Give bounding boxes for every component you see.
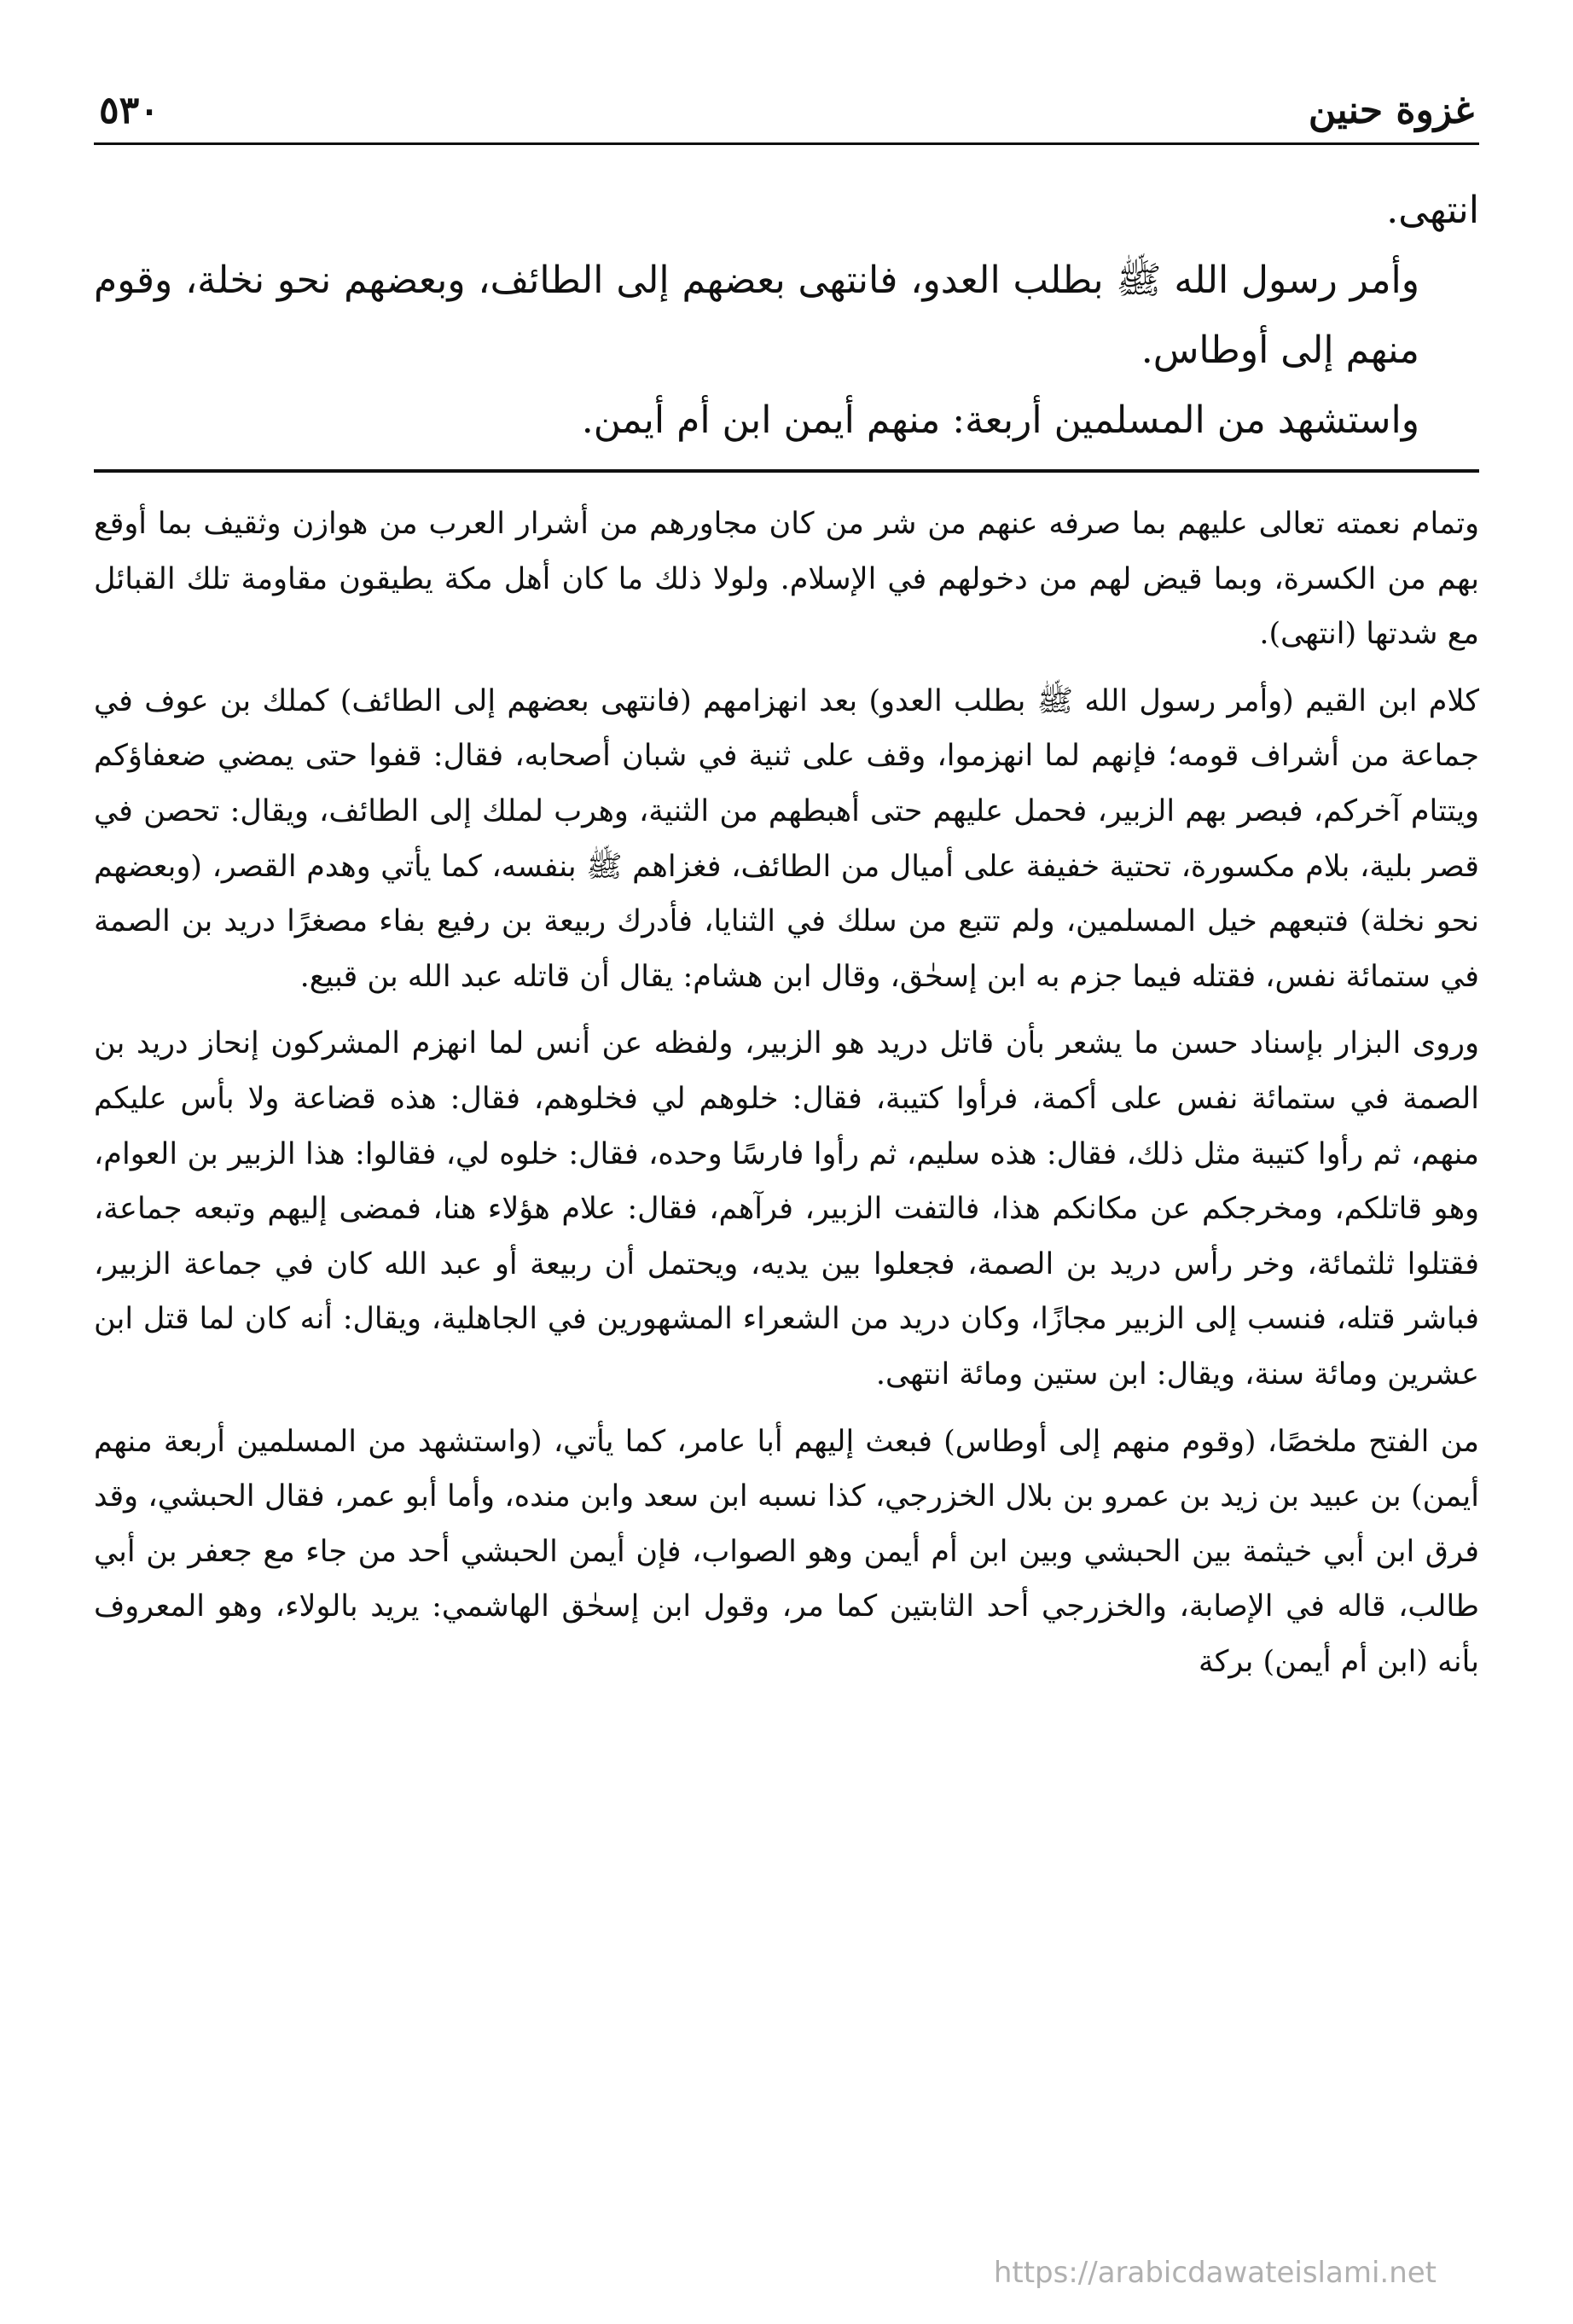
main-text-paragraph: وأمر رسول الله ﷺ بطلب العدو، فانتهى بعضهم إلى الطائف، وبعضهم نحو نخلة، وقوم منهم إلى أوطاس.: [94, 259, 1419, 372]
commentary-paragraph: وتمام نعمته تعالى عليهم بما صرفه عنهم من شر من كان مجاورهم من أشرار العرب من هوازن وثقيف بما أوقع بهم من الكسرة، وبما قيض لهم من دخولهم في الإسلام. ولولا ذلك ما كان أهل مكة يطيقون مقاومة تلك القبائل مع شدتها (انتهى).: [94, 507, 1479, 652]
section-separator: [94, 469, 1479, 473]
main-text-paragraph: واستشهد من المسلمين أربعة: منهم أيمن ابن أم أيمن.: [581, 398, 1419, 442]
main-text-line: انتهى.: [1386, 189, 1479, 232]
commentary-block: [94, 497, 1479, 1689]
running-title: غزوة حنين: [1308, 89, 1474, 132]
book-page: [94, 68, 1479, 2324]
page-header: [94, 68, 1479, 145]
main-text-block: [94, 176, 1479, 456]
commentary-paragraph: كلام ابن القيم (وأمر رسول الله ﷺ بطلب العدو) بعد انهزامهم (فانتهى بعضهم إلى الطائف) كملك بن عوف في جماعة من أشراف قومه؛ فإنهم لما انهزموا، وقف على ثنية في شبان أصحابه، فقال: قفوا حتى يمضي ضعفاؤكم ويتتام آخركم، فبصر بهم الزبير، فحمل عليهم حتى أهبطهم من الثنية، وهرب لملك إلى الطائف، ويقال: تحصن في قصر بلية، بلام مكسورة، تحتية خفيفة على أميال من الطائف، فغزاهم ﷺ بنفسه، كما يأتي وهدم القصر، (وبعضهم نحو نخلة) فتبعهم خيل المسلمين، ولم تتبع من سلك في الثنايا، فأدرك ربيعة بن رفيع بفاء مصغرًا دريد بن الصمة في ستمائة نفس، فقتله فيما جزم به ابن إسحٰق، وقال ابن هشام: يقال أن قاتله عبد الله بن قبيع.: [94, 683, 1479, 994]
commentary-paragraph: وروى البزار بإسناد حسن ما يشعر بأن قاتل دريد هو الزبير، ولفظه عن أنس لما انهزم المشركون إنحاز دريد بن الصمة في ستمائة نفس على أكمة، فرأوا كتيبة، فقال: خلوهم لي فخلوهم، فقال: هذه قضاعة ولا بأس عليكم منهم، ثم رأوا كتيبة مثل ذلك، فقال: هذه سليم، ثم رأوا فارسًا وحده، فقال: خلوه لي، فقالوا: هذا الزبير بن العوام، وهو قاتلكم، ومخرجكم عن مكانكم هذا، فالتفت الزبير، فرآهم، فقال: علام هؤلاء هنا، فمضى إليهم وتبعه جماعة، فقتلوا ثلثمائة، وخر رأس دريد بن الصمة، فجعلوا بين يديه، ويحتمل أن ربيعة أو عبد الله كان في جماعة الزبير، فباشر قتله، فنسب إلى الزبير مجازًا، وكان دريد من الشعراء المشهورين في الجاهلية، ويقال: أنه كان لما قتل ابن عشرين ومائة سنة، ويقال: ابن ستين ومائة انتهى.: [94, 1026, 1479, 1391]
watermark-url: https://arabicdawateislami.net: [993, 2256, 1437, 2290]
page-number: ٥٣٠: [99, 89, 160, 132]
commentary-paragraph: من الفتح ملخصًا، (وقوم منهم إلى أوطاس) فبعث إليهم أبا عامر، كما يأتي، (واستشهد من المسلمين أربعة منهم أيمن) بن عبيد بن زيد بن عمرو بن بلال الخزرجي، كذا نسبه ابن سعد وابن منده، وأما أبو عمر، فقال الحبشي، وقد فرق ابن أبي خيثمة بين الحبشي وبين ابن أم أيمن وهو الصواب، فإن أيمن الحبشي أحد من جاء مع جعفر بن أبي طالب، قاله في الإصابة، والخزرجي أحد الثابتين كما مر، وقول ابن إسحٰق الهاشمي: يريد بالولاء، وهو المعروف بأنه (ابن أم أيمن) بركة: [94, 1424, 1479, 1679]
